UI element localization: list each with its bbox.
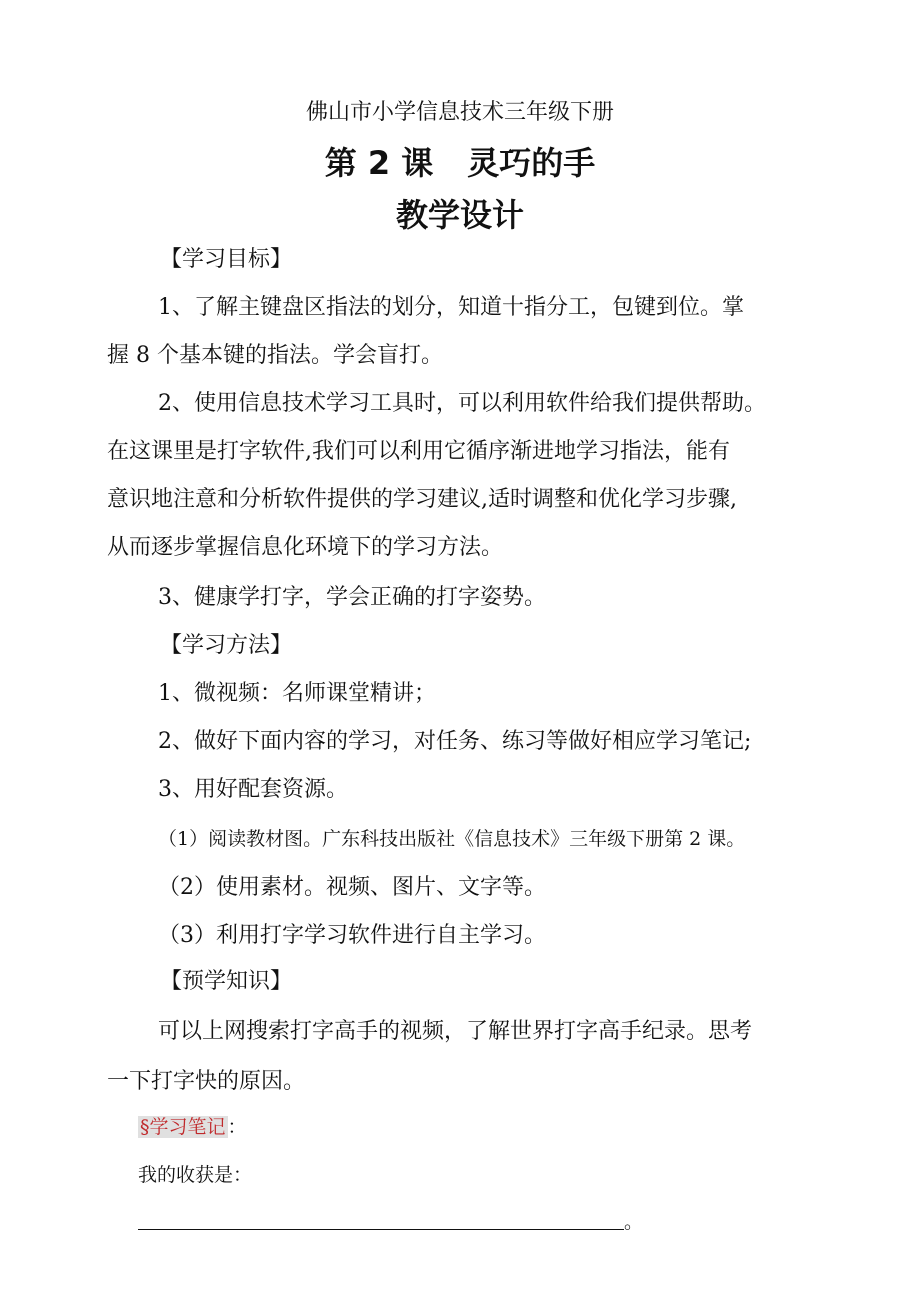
lesson-title bbox=[0, 138, 920, 184]
objective-2-line-2: 在这课里是打字软件,我们可以利用它循序渐进地学习指法，能有 bbox=[107, 439, 730, 464]
document-subtitle: 佛山市小学信息技术三年级下册 bbox=[305, 100, 614, 125]
gain-label: 我的收获是： bbox=[138, 1164, 253, 1186]
lesson-number: 第 2 课 bbox=[324, 144, 434, 182]
design-title: 教学设计 bbox=[395, 196, 524, 234]
answer-line[interactable] bbox=[138, 1229, 624, 1230]
prestudy-line-2: 一下打字快的原因。 bbox=[107, 1069, 306, 1094]
method-3-sub-1: （1）阅读教材图。广东科技出版社《信息技术》三年级下册第 2 课。 bbox=[158, 828, 746, 850]
method-3: 3、用好配套资源。 bbox=[158, 777, 348, 802]
methods-heading: 【学习方法】 bbox=[160, 633, 293, 658]
study-notes-colon: ： bbox=[227, 1116, 247, 1138]
answer-end-mark: 。 bbox=[624, 1211, 644, 1233]
objective-1-line-1: 1、了解主键盘区指法的划分，知道十指分工，包键到位。掌 bbox=[158, 295, 744, 320]
prestudy-line-1: 可以上网搜索打字高手的视频，了解世界打字高手纪录。思考 bbox=[158, 1019, 753, 1044]
method-2: 2、做好下面内容的学习，对任务、练习等做好相应学习笔记; bbox=[158, 729, 752, 754]
objective-2-line-4: 从而逐步掌握信息化环境下的学习方法。 bbox=[107, 535, 504, 560]
lesson-name: 灵巧的手 bbox=[467, 144, 596, 182]
objective-2-line-3: 意识地注意和分析软件提供的学习建议,适时调整和优化学习步骤, bbox=[107, 487, 737, 512]
method-1: 1、微视频：名师课堂精讲； bbox=[158, 681, 436, 706]
objective-1-line-2: 握 8 个基本键的指法。学会盲打。 bbox=[107, 343, 443, 368]
method-3-sub-2: （2）使用素材。视频、图片、文字等。 bbox=[158, 875, 546, 900]
study-notes-label bbox=[138, 1112, 247, 1139]
method-3-sub-3: （3）利用打字学习软件进行自主学习。 bbox=[158, 923, 546, 948]
prestudy-heading: 【预学知识】 bbox=[160, 969, 293, 994]
objectives-heading: 【学习目标】 bbox=[160, 247, 293, 272]
objective-3: 3、健康学打字，学会正确的打字姿势。 bbox=[158, 585, 546, 610]
objective-2-line-1: 2、使用信息技术学习工具时，可以利用软件给我们提供帮助。 bbox=[158, 391, 766, 416]
study-notes-tag: §学习笔记 bbox=[140, 1116, 226, 1138]
